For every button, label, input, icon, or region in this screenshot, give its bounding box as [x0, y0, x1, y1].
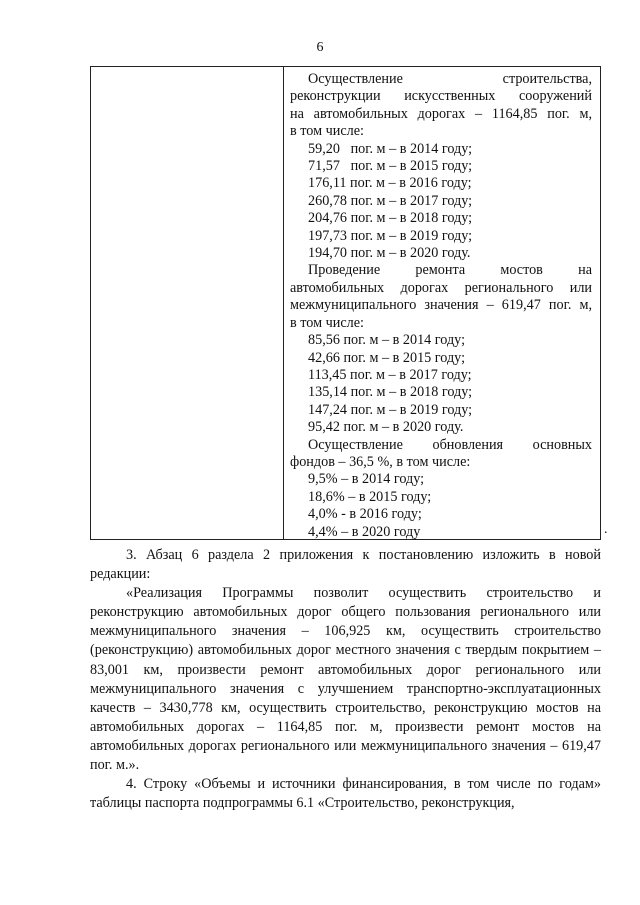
block-tail-line: в том числе:	[290, 314, 364, 331]
list-item: 204,76 пог. м – в 2018 году;	[308, 210, 473, 227]
construction-block	[290, 71, 592, 262]
document-body	[90, 546, 601, 813]
block-lead-line: Проведение ремонта мостов на	[308, 262, 592, 279]
block-lead-line: реконструкции искусственных сооружений	[290, 88, 592, 105]
list-item: 197,73 пог. м – в 2019 году;	[308, 227, 473, 244]
list-item: 176,11 пог. м – в 2016 году;	[308, 175, 472, 192]
list-item: 147,24 пог. м – в 2019 году;	[308, 401, 473, 418]
list-item: 95,42 пог. м – в 2020 году.	[308, 419, 464, 436]
list-item: 4,0% - в 2016 году;	[308, 506, 422, 523]
list-item: 260,78 пог. м – в 2017 году;	[308, 192, 473, 209]
block-tail-line: в том числе:	[290, 123, 364, 140]
table-column-divider	[283, 67, 284, 539]
list-item: 113,45 пог. м – в 2017 году;	[308, 366, 472, 383]
passport-table	[90, 66, 601, 540]
table-end-mark: .	[604, 522, 608, 537]
page-number: 6	[316, 40, 324, 55]
list-item: 85,56 пог. м – в 2014 году;	[308, 332, 466, 349]
quoted-paragraph: «Реализация Программы позволит осуществить строительство и реконструкцию автомобильных дорог общего пользования регионального или межмуниципального значения – 106,925 км, осуществить строительство (реконструкцию) автомобильных дорог местного значения с твердым покрытием – 83,001 км, произвести ремонт автомобильных дорог регионального или межмуниципального значения с улучшением транспортно-эксплуатационных качеств – 3430,778 км, осуществить строительство, реконструкцию мостов на автомобильных дорогах – 1164,85 пог. м, произвести ремонт мостов на автомобильных дорогах регионального или межмуниципального значения – 619,47 пог. м.».	[90, 585, 601, 774]
table-right-cell	[290, 71, 592, 541]
list-item: 42,66 пог. м – в 2015 году;	[308, 349, 466, 366]
list-item: 4,4% – в 2020 году	[308, 523, 421, 540]
paragraph-3-line1: 3. Абзац 6 раздела 2 приложения к постановлению изложить в новой	[126, 547, 601, 563]
list-item: 18,6% – в 2015 году;	[308, 488, 432, 505]
paragraph-4: 4. Строку «Объемы и источники финансирования, в том числе по годам» таблицы паспорта подпрограммы 6.1 «Строительство, реконструкция,	[90, 776, 601, 812]
block-lead-line: автомобильных дорогах регионального или	[290, 279, 592, 296]
block-tail-line: фондов – 36,5 %, в том числе:	[290, 453, 471, 470]
list-item: 59,20 пог. м – в 2014 году;	[308, 140, 473, 157]
bridge-repair-block	[290, 262, 592, 436]
list-item: 135,14 пог. м – в 2018 году;	[308, 384, 473, 401]
fund-renewal-block	[290, 437, 592, 541]
block-lead-line: Осуществление обновления основных	[308, 436, 592, 453]
list-item: 9,5% – в 2014 году;	[308, 471, 425, 488]
list-item: 194,70 пог. м – в 2020 году.	[308, 245, 471, 262]
list-item: 71,57 пог. м – в 2015 году;	[308, 158, 473, 175]
block-lead-line: межмуниципального значения – 619,47 пог. м,	[290, 297, 592, 314]
block-lead-line: на автомобильных дорогах – 1164,85 пог. м,	[290, 105, 592, 122]
block-lead-line: Осуществление строительства,	[308, 71, 592, 87]
paragraph-3-line2: редакции:	[90, 566, 151, 583]
